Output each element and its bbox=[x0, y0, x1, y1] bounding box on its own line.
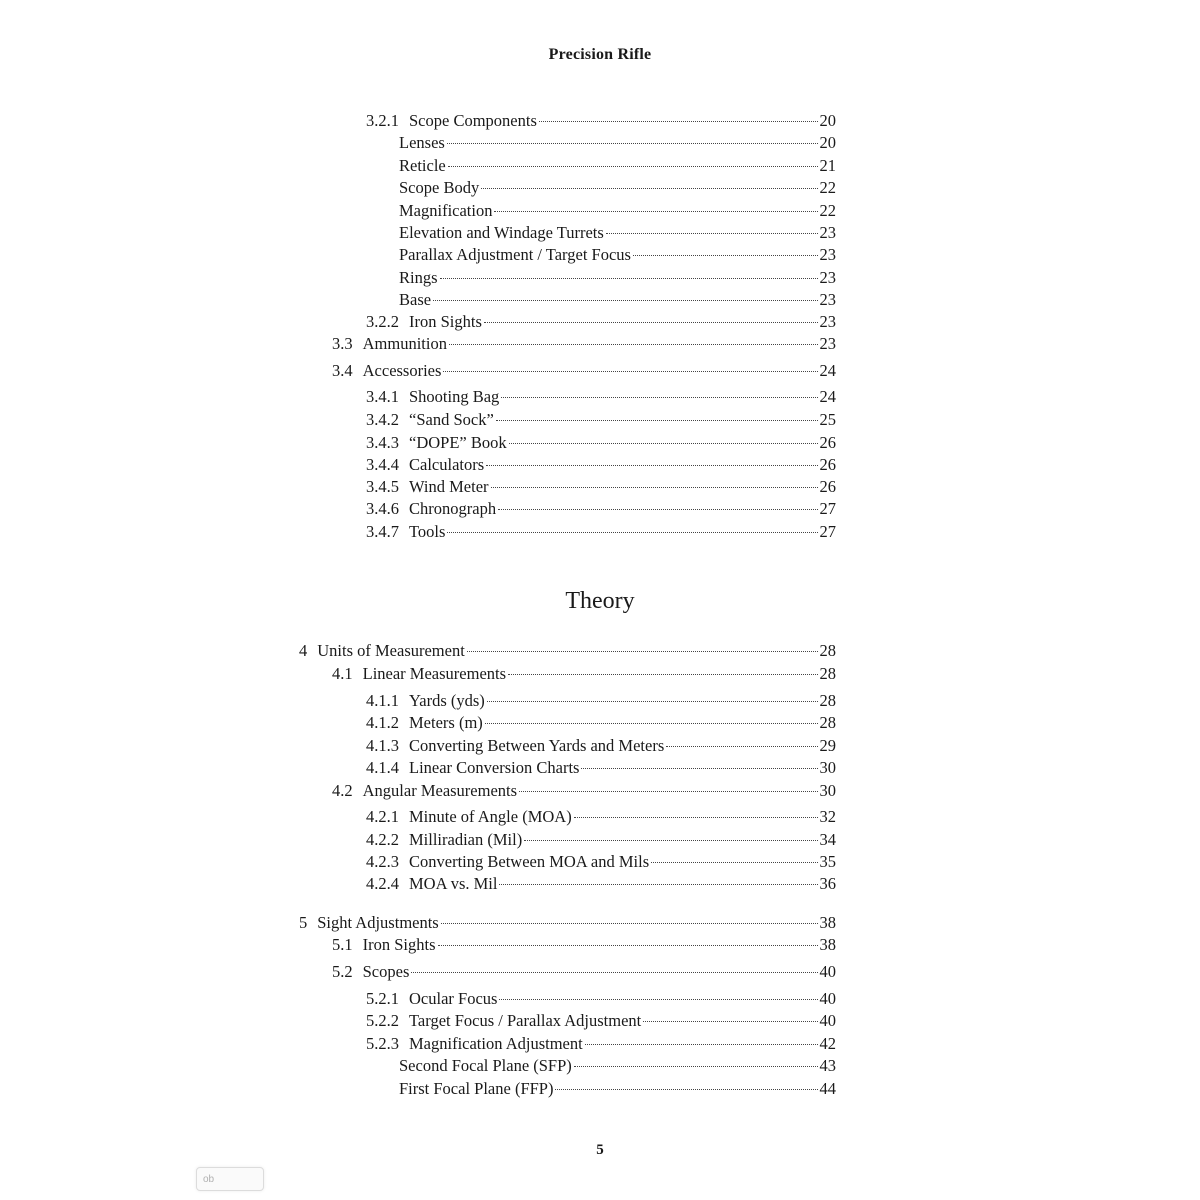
toc-entry-page: 24 bbox=[819, 361, 836, 380]
toc-leader-dots bbox=[499, 884, 817, 885]
toc-entry-label: Lenses bbox=[399, 133, 445, 152]
toc-entry-page: 28 bbox=[819, 691, 836, 710]
toc-entry-page: 26 bbox=[819, 477, 836, 496]
toc-entry[interactable] bbox=[332, 663, 836, 685]
toc-entry[interactable] bbox=[332, 360, 836, 382]
toc-entry-page: 30 bbox=[819, 758, 836, 777]
toc-entry-number: 3.2.1 bbox=[366, 111, 399, 130]
toc-entry-label: Iron Sights bbox=[362, 935, 436, 954]
toc-entry-number: 4 bbox=[299, 641, 308, 660]
toc-leader-dots bbox=[496, 420, 818, 421]
toc-leader-dots bbox=[443, 371, 817, 372]
toc-entry-page: 23 bbox=[819, 312, 836, 331]
toc-entry-number: 4.1.2 bbox=[366, 713, 399, 732]
toc-leader-dots bbox=[498, 509, 817, 510]
toc-entry-page: 34 bbox=[819, 830, 836, 849]
toc-entry-label: Target Focus / Parallax Adjustment bbox=[409, 1011, 642, 1030]
toc-entry[interactable] bbox=[332, 961, 836, 983]
toc-entry-page: 23 bbox=[819, 223, 836, 242]
toc-entry-number: 3.4.5 bbox=[366, 477, 399, 496]
toc-entry[interactable] bbox=[399, 1055, 836, 1077]
toc-entry-label: Rings bbox=[399, 268, 438, 287]
toc-entry-number: 4.1 bbox=[332, 664, 353, 683]
toc-leader-dots bbox=[633, 255, 818, 256]
toc-leader-dots bbox=[433, 300, 817, 301]
toc-entry-label: Magnification Adjustment bbox=[409, 1034, 583, 1053]
toc-entry-page: 36 bbox=[819, 874, 836, 893]
toc-entry-page: 40 bbox=[819, 989, 836, 1008]
toc-entry-page: 21 bbox=[819, 156, 836, 175]
toc-entry-number: 3.2.2 bbox=[366, 312, 399, 331]
toc-entry[interactable] bbox=[366, 829, 836, 851]
toc-leader-dots bbox=[494, 211, 817, 212]
toc-entry[interactable] bbox=[399, 289, 836, 311]
toc-entry-number: 4.2.4 bbox=[366, 874, 399, 893]
toc-entry[interactable] bbox=[332, 934, 836, 956]
toc-entry-page: 22 bbox=[819, 178, 836, 197]
toc-entry-number: 4.1.3 bbox=[366, 736, 399, 755]
toc-leader-dots bbox=[501, 397, 817, 398]
toc-leader-dots bbox=[519, 791, 817, 792]
toc-entry-page: 23 bbox=[819, 268, 836, 287]
toc-entry-label: Elevation and Windage Turrets bbox=[399, 223, 604, 242]
toc-entry-number: 5.2.3 bbox=[366, 1034, 399, 1053]
toc-entry-label: Tools bbox=[409, 522, 446, 541]
toc-entry-page: 43 bbox=[819, 1056, 836, 1075]
toc-entry-label: Reticle bbox=[399, 156, 446, 175]
toc-entry-label: Base bbox=[399, 290, 432, 309]
toc-leader-dots bbox=[447, 532, 817, 533]
toc-entry[interactable] bbox=[366, 476, 836, 498]
toc-entry-page: 38 bbox=[819, 935, 836, 954]
toc-entry-number: 3.4.2 bbox=[366, 410, 399, 429]
toc-entry-page: 42 bbox=[819, 1034, 836, 1053]
toc-entry-label: Ammunition bbox=[362, 334, 447, 353]
toc-entry[interactable] bbox=[366, 409, 836, 431]
toc-entry-number: 5.2.1 bbox=[366, 989, 399, 1008]
toc-entry-label: Scopes bbox=[362, 962, 410, 981]
toc-entry-page: 29 bbox=[819, 736, 836, 755]
toc-entry[interactable] bbox=[366, 735, 836, 757]
toc-leader-dots bbox=[499, 999, 817, 1000]
toc-entry-page: 40 bbox=[819, 962, 836, 981]
toc-entry-label: Angular Measurements bbox=[362, 781, 518, 800]
toc-leader-dots bbox=[484, 322, 818, 323]
toc-entry[interactable] bbox=[366, 432, 836, 454]
toc-entry-label: Calculators bbox=[409, 455, 485, 474]
toc-entry[interactable] bbox=[399, 222, 836, 244]
toc-leader-dots bbox=[539, 121, 818, 122]
toc-entry-label: Linear Measurements bbox=[362, 664, 507, 683]
toc-entry[interactable] bbox=[366, 521, 836, 543]
toc-entry-number: 5.2.2 bbox=[366, 1011, 399, 1030]
toc-entry-label: Milliradian (Mil) bbox=[409, 830, 523, 849]
toc-entry[interactable] bbox=[366, 873, 836, 895]
toc-entry-page: 30 bbox=[819, 781, 836, 800]
toc-entry-number: 3.4.6 bbox=[366, 499, 399, 518]
toc-entry-number: 3.4.3 bbox=[366, 433, 399, 452]
toc-entry-page: 20 bbox=[819, 111, 836, 130]
toc-leader-dots bbox=[449, 344, 818, 345]
toc-entry-number: 4.2.3 bbox=[366, 852, 399, 871]
toc-entry-label: Chronograph bbox=[409, 499, 497, 518]
toc-entry-label: Minute of Angle (MOA) bbox=[409, 807, 572, 826]
toc-entry[interactable] bbox=[399, 244, 836, 266]
toc-entry-number: 3.4.1 bbox=[366, 387, 399, 406]
toc-leader-dots bbox=[555, 1089, 817, 1090]
toc-leader-dots bbox=[441, 923, 818, 924]
toc-entry-label: Iron Sights bbox=[409, 312, 482, 331]
toc-entry[interactable] bbox=[399, 1078, 836, 1100]
toc-leader-dots bbox=[411, 972, 817, 973]
toc-entry-page: 20 bbox=[819, 133, 836, 152]
toc-leader-dots bbox=[486, 465, 817, 466]
toc-entry-page: 23 bbox=[819, 245, 836, 264]
toc-leader-dots bbox=[448, 166, 818, 167]
toc-entry-number: 4.2.2 bbox=[366, 830, 399, 849]
toc-entry-page: 28 bbox=[819, 664, 836, 683]
toc-leader-dots bbox=[574, 817, 818, 818]
toc-entry-number: 5.2 bbox=[332, 962, 353, 981]
toc-entry-page: 26 bbox=[819, 433, 836, 452]
toc-leader-dots bbox=[481, 188, 817, 189]
toc-leader-dots bbox=[438, 945, 818, 946]
toc-entry[interactable] bbox=[399, 155, 836, 177]
toc-entry[interactable] bbox=[366, 988, 836, 1010]
toc-entry-label: First Focal Plane (FFP) bbox=[399, 1079, 554, 1098]
toc-entry-page: 40 bbox=[819, 1011, 836, 1030]
toc-entry-number: 3.4 bbox=[332, 361, 353, 380]
toc-entry[interactable] bbox=[399, 132, 836, 154]
toc-entry[interactable] bbox=[366, 1033, 836, 1055]
toc-entry[interactable] bbox=[366, 498, 836, 520]
toc-entry-number: 3.4.4 bbox=[366, 455, 399, 474]
toc-entry[interactable] bbox=[366, 454, 836, 476]
toc-entry-page: 27 bbox=[819, 522, 836, 541]
toc-entry-label: Parallax Adjustment / Target Focus bbox=[399, 245, 631, 264]
toc-entry-number: 5.1 bbox=[332, 935, 353, 954]
toc-leader-dots bbox=[491, 487, 818, 488]
toc-entry-page: 23 bbox=[819, 334, 836, 353]
toc-leader-dots bbox=[651, 862, 817, 863]
toc-entry-label: Scope Body bbox=[399, 178, 480, 197]
toc-entry-page: 25 bbox=[819, 410, 836, 429]
toc-entry-page: 44 bbox=[819, 1079, 836, 1098]
toc-entry-page: 26 bbox=[819, 455, 836, 474]
toc-entry[interactable] bbox=[366, 311, 836, 333]
toc-leader-dots bbox=[508, 674, 817, 675]
toc-entry-label: Shooting Bag bbox=[409, 387, 500, 406]
toc-leader-dots bbox=[487, 701, 818, 702]
toc-entry-page: 38 bbox=[819, 913, 836, 932]
toc-entry-label: Converting Between Yards and Meters bbox=[409, 736, 665, 755]
toc-entry-number: 4.1.1 bbox=[366, 691, 399, 710]
toc-leader-dots bbox=[574, 1066, 818, 1067]
toc-leader-dots bbox=[585, 1044, 818, 1045]
toc-entry-number: 4.1.4 bbox=[366, 758, 399, 777]
toc-leader-dots bbox=[509, 443, 818, 444]
toc-entry-label: Accessories bbox=[362, 361, 442, 380]
toc-entry-label: Scope Components bbox=[409, 111, 537, 130]
section-heading-theory: Theory bbox=[565, 588, 635, 614]
toc-leader-dots bbox=[447, 143, 818, 144]
toc-entry[interactable] bbox=[399, 267, 836, 289]
toc-entry-page: 35 bbox=[819, 852, 836, 871]
toc-entry[interactable] bbox=[399, 200, 836, 222]
toc-entry-page: 27 bbox=[819, 499, 836, 518]
toc-entry-page: 24 bbox=[819, 387, 836, 406]
toc-entry-label: Sight Adjustments bbox=[317, 913, 439, 932]
toc-entry-page: 28 bbox=[819, 641, 836, 660]
toc-entry-label: Magnification bbox=[399, 201, 493, 220]
toc-entry[interactable] bbox=[332, 333, 836, 355]
toc-entry-label: Units of Measurement bbox=[317, 641, 465, 660]
zoom-control[interactable]: ob bbox=[196, 1167, 264, 1191]
toc-entry[interactable] bbox=[366, 690, 836, 712]
toc-leader-dots bbox=[643, 1021, 817, 1022]
toc-entry[interactable] bbox=[366, 851, 836, 873]
toc-entry[interactable] bbox=[366, 110, 836, 132]
toc-leader-dots bbox=[467, 651, 818, 652]
toc-entry-number: 3.3 bbox=[332, 334, 353, 353]
toc-entry-label: Converting Between MOA and Mils bbox=[409, 852, 650, 871]
toc-entry-page: 23 bbox=[819, 290, 836, 309]
toc-entry-number: 5 bbox=[299, 913, 308, 932]
toc-entry-label: MOA vs. Mil bbox=[409, 874, 498, 893]
toc-leader-dots bbox=[666, 746, 817, 747]
toc-entry-page: 32 bbox=[819, 807, 836, 826]
toc-entry-page: 22 bbox=[819, 201, 836, 220]
toc-entry-label: Wind Meter bbox=[409, 477, 489, 496]
page-header-title: Precision Rifle bbox=[548, 46, 652, 63]
toc-leader-dots bbox=[485, 723, 818, 724]
toc-entry-label: Linear Conversion Charts bbox=[409, 758, 580, 777]
toc-entry[interactable] bbox=[299, 912, 836, 934]
toc-entry-label: “Sand Sock” bbox=[409, 410, 494, 429]
toc-entry-label: Ocular Focus bbox=[409, 989, 498, 1008]
toc-entry[interactable] bbox=[366, 712, 836, 734]
toc-entry[interactable] bbox=[399, 177, 836, 199]
page-number: 5 bbox=[596, 1142, 604, 1158]
toc-entry-number: 4.2.1 bbox=[366, 807, 399, 826]
toc-leader-dots bbox=[440, 278, 818, 279]
toc-leader-dots bbox=[524, 840, 817, 841]
toc-entry-number: 4.2 bbox=[332, 781, 353, 800]
toc-entry[interactable] bbox=[366, 806, 836, 828]
toc-entry[interactable] bbox=[366, 386, 836, 408]
toc-entry[interactable] bbox=[366, 757, 836, 779]
toc-entry-number: 3.4.7 bbox=[366, 522, 399, 541]
toc-entry-label: “DOPE” Book bbox=[409, 433, 507, 452]
toc-entry-label: Yards (yds) bbox=[409, 691, 485, 710]
toc-entry[interactable] bbox=[332, 780, 836, 802]
toc-leader-dots bbox=[581, 768, 817, 769]
toc-entry-label: Meters (m) bbox=[409, 713, 483, 732]
toc-entry[interactable] bbox=[299, 640, 836, 662]
toc-leader-dots bbox=[606, 233, 818, 234]
toc-entry[interactable] bbox=[366, 1010, 836, 1032]
toc-entry-page: 28 bbox=[819, 713, 836, 732]
toc-entry-label: Second Focal Plane (SFP) bbox=[399, 1056, 572, 1075]
